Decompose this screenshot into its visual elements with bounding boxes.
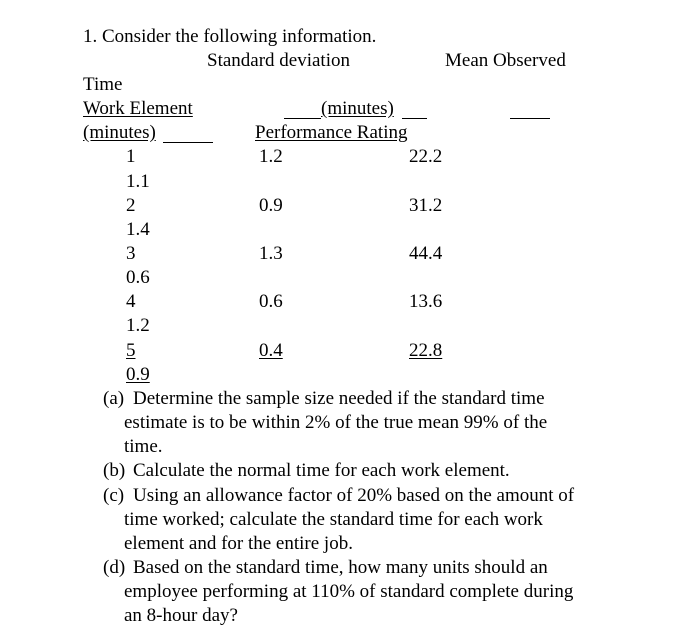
header-mean-observed: Mean Observed (445, 50, 566, 71)
row-4-mean: 13.6 (409, 291, 443, 312)
row-2-rating: 0.9 (259, 195, 283, 216)
header-minutes-sd: (minutes) (321, 98, 394, 119)
row-1-sd: 1.1 (126, 171, 150, 192)
question-c-line3: element and for the entire job. (124, 533, 353, 554)
question-b-label: (b) (103, 460, 126, 481)
question-c-label: (c) (103, 485, 125, 506)
header-time: Time (83, 74, 123, 95)
row-2-element: 2 (126, 195, 136, 216)
question-a-line2: estimate is to be within 2% of the true mean 99% of the (124, 412, 548, 433)
header-minutes-time: (minutes) (83, 122, 156, 143)
row-1-rating: 1.2 (259, 146, 283, 167)
header-performance-rating: Performance Rating (255, 122, 408, 143)
problem-heading: 1. Consider the following information. (83, 26, 377, 47)
row-2-mean: 31.2 (409, 195, 443, 216)
question-d-line1: Based on the standard time, how many units should an (133, 557, 548, 578)
header-minutes-time-trail (163, 142, 213, 143)
question-d-label: (d) (103, 557, 126, 578)
question-c-line2: time worked; calculate the standard time for each work (124, 509, 543, 530)
row-1-mean: 22.2 (409, 146, 443, 167)
row-3-rating: 1.3 (259, 243, 283, 264)
question-d-line3: an 8-hour day? (124, 605, 238, 626)
header-blank-line (510, 118, 550, 119)
row-5-element: 5 (126, 340, 136, 361)
row-4-sd: 1.2 (126, 315, 150, 336)
row-5-mean: 22.8 (409, 340, 443, 361)
row-5-rating: 0.4 (259, 340, 283, 361)
header-minutes-lead-line (284, 118, 321, 119)
question-a-line3: time. (124, 436, 163, 457)
row-5-sd: 0.9 (126, 364, 150, 385)
question-c-line1: Using an allowance factor of 20% based on the amount of (133, 485, 575, 506)
header-work-element: Work Element (83, 98, 193, 119)
question-a-line1: Determine the sample size needed if the standard time (133, 388, 545, 409)
header-minutes-trail-line (402, 118, 427, 119)
row-4-element: 4 (126, 291, 136, 312)
row-1-element: 1 (126, 146, 136, 167)
row-2-sd: 1.4 (126, 219, 150, 240)
row-4-rating: 0.6 (259, 291, 283, 312)
question-d-line2: employee performing at 110% of standard complete during (124, 581, 574, 602)
question-a-label: (a) (103, 388, 125, 409)
row-3-element: 3 (126, 243, 136, 264)
question-b-line1: Calculate the normal time for each work element. (133, 460, 510, 481)
row-3-mean: 44.4 (409, 243, 443, 264)
header-std-dev: Standard deviation (207, 50, 350, 71)
row-3-sd: 0.6 (126, 267, 150, 288)
